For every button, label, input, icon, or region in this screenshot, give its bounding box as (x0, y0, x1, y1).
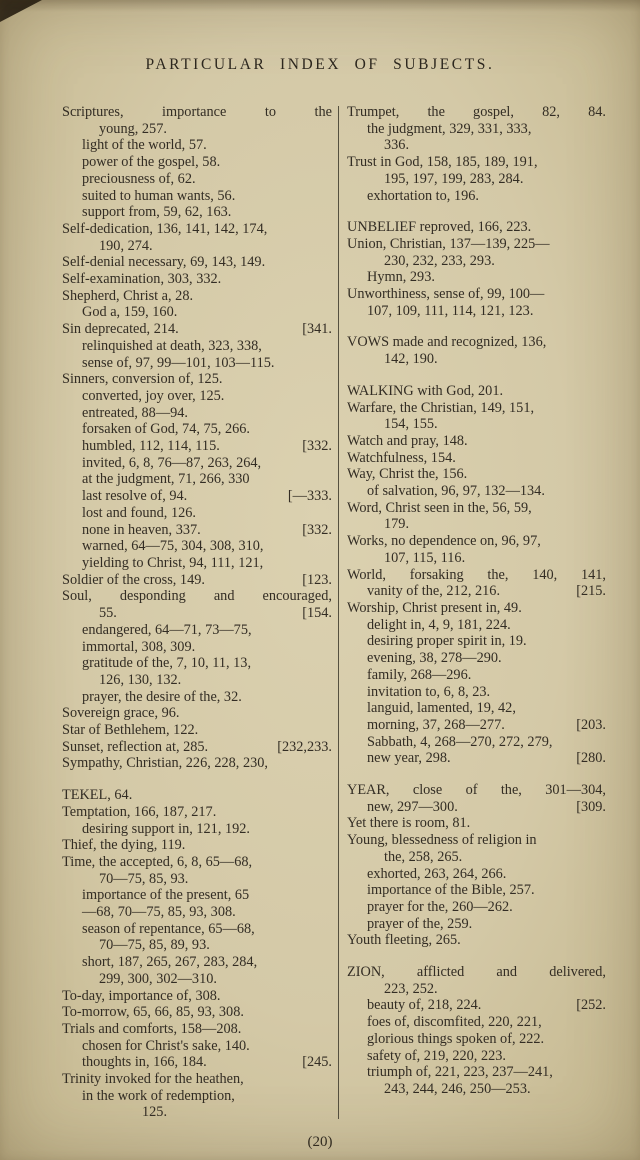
index-entry-line: preciousness of, 62. (82, 170, 196, 187)
index-entry-line: To-day, importance of, 308. (62, 987, 221, 1004)
index-entry-line: importance of the Bible, 257. (367, 882, 535, 899)
bracket-reference: [154. (302, 605, 332, 622)
column-gap (347, 368, 606, 383)
index-entry-line: 243, 244, 246, 250—253. (384, 1080, 531, 1097)
index-entry-line: Self-dedication, 136, 141, 142, 174, (62, 220, 268, 237)
index-entry-line: yielding to Christ, 94, 111, 121, (82, 554, 264, 571)
index-entry-line: immortal, 308, 309. (82, 638, 196, 655)
index-entry-line: in the work of redemption, (82, 1087, 235, 1104)
index-entry-line: prayer, the desire of the, 32. (82, 688, 242, 705)
index-entry-line (347, 583, 606, 600)
index-entry-line: Hymn, 293. (367, 269, 435, 286)
index-entry-line: Way, Christ the, 156. (347, 466, 468, 483)
index-entry-line: season of repentance, 65—68, (82, 920, 255, 937)
index-entry-line: exhortation to, 196. (367, 187, 479, 204)
index-entry-line: lost and found, 126. (82, 504, 196, 521)
index-entry-line: evening, 38, 278—290. (367, 650, 502, 667)
index-entry-line: short, 187, 265, 267, 283, 284, (82, 954, 258, 971)
index-entry-line: Sympathy, Christian, 226, 228, 230, (62, 755, 268, 772)
column-gap (347, 949, 606, 964)
entry-text: none in heaven, 337. (82, 521, 201, 538)
bracket-reference: [280. (576, 750, 606, 767)
index-entry-line: Works, no dependence on, 96, 97, (347, 533, 541, 550)
index-entry-line: the, 258, 265. (384, 848, 463, 865)
index-entry-line: VOWS made and recognized, 136, (347, 334, 547, 351)
index-entry-line: 223, 252. (384, 980, 438, 997)
index-entry-line: Watchfulness, 154. (347, 449, 456, 466)
index-entry-line: Sovereign grace, 96. (62, 705, 180, 722)
index-entry-line: Star of Bethlehem, 122. (62, 722, 199, 739)
index-entry-line: Worship, Christ present in, 49. (347, 599, 522, 616)
index-entry-line: Youth fleeting, 265. (347, 932, 461, 949)
index-entry-line: Trust in God, 158, 185, 189, 191, (347, 154, 538, 171)
bracket-reference: [232,233. (277, 738, 332, 755)
index-entry-line: Scriptures, importance to the (62, 104, 332, 120)
bracket-reference: [332. (302, 438, 332, 455)
entry-text: Sin deprecated, 214. (62, 321, 179, 338)
page-top-shadow (0, 0, 640, 12)
page-number: (20) (307, 1134, 333, 1150)
index-entry-line: 70—75, 85, 93. (99, 870, 189, 887)
index-entry-line: Word, Christ seen in the, 56, 59, (347, 499, 532, 516)
index-entry-line: 125. (142, 1104, 168, 1121)
index-entry-line: relinquished at death, 323, 338, (82, 337, 262, 354)
index-entry-line: triumph of, 221, 223, 237—241, (367, 1064, 553, 1081)
index-entry-line: YEAR, close of the, 301—304, (347, 782, 606, 799)
index-entry-line: 70—75, 85, 89, 93. (99, 937, 210, 954)
index-entry-line: endangered, 64—71, 73—75, (82, 621, 252, 638)
bracket-reference: [123. (302, 571, 332, 588)
index-entry-line: 230, 232, 233, 293. (384, 252, 495, 269)
bracket-reference: [252. (576, 997, 606, 1014)
column-gap (347, 767, 606, 782)
index-entry-line: entreated, 88—94. (82, 404, 188, 421)
index-entry-line (62, 522, 332, 539)
index-entry-line: 126, 130, 132. (99, 671, 182, 688)
column-gap (347, 319, 606, 334)
index-entry-line: sense of, 97, 99—101, 103—115. (82, 354, 275, 371)
index-entry-line: family, 268—296. (367, 666, 472, 683)
index-entry-line: Trinity invoked for the heathen, (62, 1071, 244, 1088)
index-entry-line: safety of, 219, 220, 223. (367, 1047, 506, 1064)
index-entry-line: foes of, discomfited, 220, 221, (367, 1014, 542, 1031)
index-entry-line: warned, 64—75, 304, 308, 310, (82, 538, 264, 555)
index-entry-line: Shepherd, Christ a, 28. (62, 287, 194, 304)
index-entry-line (347, 750, 606, 767)
index-entry-line: Young, blessedness of religion in (347, 832, 537, 849)
bracket-reference: [215. (576, 583, 606, 600)
index-entry-line: Thief, the dying, 119. (62, 837, 186, 854)
index-column-right (347, 104, 606, 1121)
index-entry-line: forsaken of God, 74, 75, 266. (82, 421, 250, 438)
entry-text: last resolve of, 94. (82, 488, 188, 505)
index-entry-line: Trials and comforts, 158—208. (62, 1020, 242, 1037)
index-entry-line: 190, 274. (99, 237, 153, 254)
index-entry-line: Unworthiness, sense of, 99, 100— (347, 286, 545, 303)
index-entry-line (62, 572, 332, 589)
index-entry-line: —68, 70—75, 85, 93, 308. (82, 904, 236, 921)
index-entry-line: Union, Christian, 137—139, 225— (347, 235, 550, 252)
index-entry-line: of salvation, 96, 97, 132—134. (367, 483, 545, 500)
index-entry-line (62, 321, 332, 338)
index-entry-line: 154, 155. (384, 416, 438, 433)
index-entry-line: languid, lamented, 19, 42, (367, 700, 516, 717)
index-entry-line (347, 799, 606, 816)
entry-text: humbled, 112, 114, 115. (82, 438, 220, 455)
entry-text: beauty of, 218, 224. (367, 997, 482, 1014)
bracket-reference: [—333. (287, 488, 332, 505)
page-corner-smudge (0, 0, 42, 22)
index-entry-line (62, 1054, 332, 1071)
entry-text: Soldier of the cross, 149. (62, 571, 205, 588)
page-title: PARTICULAR INDEX OF SUBJECTS. (145, 56, 495, 73)
entry-text: vanity of the, 212, 216. (367, 583, 501, 600)
index-columns (62, 104, 606, 1121)
entry-text: new year, 298. (367, 750, 451, 767)
index-entry-line: Sabbath, 4, 268—270, 272, 279, (367, 733, 553, 750)
index-entry-line: delight in, 4, 9, 181, 224. (367, 616, 511, 633)
index-entry-line: desiring proper spirit in, 19. (367, 633, 527, 650)
index-entry-line (62, 739, 332, 756)
index-entry-line: TEKEL, 64. (62, 787, 133, 804)
entry-text: Sunset, reflection at, 285. (62, 738, 209, 755)
index-entry-line: Temptation, 166, 187, 217. (62, 803, 217, 820)
index-entry-line: desiring support in, 121, 192. (82, 820, 250, 837)
index-entry-line: Watch and pray, 148. (347, 432, 468, 449)
index-entry-line: Self-examination, 303, 332. (62, 271, 222, 288)
index-entry-line (62, 438, 332, 455)
index-entry-line: 179. (384, 516, 410, 533)
index-entry-line: at the judgment, 71, 266, 330 (82, 471, 250, 488)
index-entry-line: prayer of the, 259. (367, 915, 473, 932)
entry-text: 55. (99, 605, 117, 622)
index-entry-line: support from, 59, 62, 163. (82, 204, 232, 221)
index-entry-line: World, forsaking the, 140, 141, (347, 566, 606, 583)
index-entry-line: 299, 300, 302—310. (99, 970, 217, 987)
bracket-reference: [309. (576, 798, 606, 815)
index-entry-line: 142, 190. (384, 351, 438, 368)
index-entry-line: WALKING with God, 201. (347, 382, 504, 399)
index-entry-line: 107, 115, 116. (384, 549, 466, 566)
index-entry-line (62, 605, 332, 622)
index-entry-line: converted, joy over, 125. (82, 387, 225, 404)
index-entry-line: Self-denial necessary, 69, 143, 149. (62, 254, 266, 271)
index-entry-line: 107, 109, 111, 114, 121, 123. (367, 302, 534, 319)
index-entry-line: exhorted, 263, 264, 266. (367, 865, 507, 882)
bracket-reference: [245. (302, 1054, 332, 1071)
entry-text: thoughts in, 166, 184. (82, 1054, 207, 1071)
index-entry-line: chosen for Christ's sake, 140. (82, 1037, 250, 1054)
index-entry-line: Yet there is room, 81. (347, 815, 471, 832)
index-entry-line: Time, the accepted, 6, 8, 65—68, (62, 853, 253, 870)
index-entry-line (62, 488, 332, 505)
index-entry-line: gratitude of the, 7, 10, 11, 13, (82, 655, 252, 672)
index-entry-line: God a, 159, 160. (82, 304, 178, 321)
index-entry-line: young, 257. (99, 120, 167, 137)
column-gap (347, 204, 606, 219)
index-entry-line: Warfare, the Christian, 149, 151, (347, 399, 535, 416)
column-divider-rule (338, 106, 339, 1119)
index-entry-line (347, 997, 606, 1014)
index-entry-line: the judgment, 329, 331, 333, (367, 120, 532, 137)
index-entry-line: UNBELIEF reproved, 166, 223. (347, 219, 532, 236)
index-column-left (62, 104, 332, 1121)
bracket-reference: [203. (576, 716, 606, 733)
index-entry-line: ZION, afflicted and delivered, (347, 964, 606, 981)
index-entry-line: invitation to, 6, 8, 23. (367, 683, 491, 700)
index-entry-line: glorious things spoken of, 222. (367, 1030, 545, 1047)
bracket-reference: [332. (302, 521, 332, 538)
index-entry-line: prayer for the, 260—262. (367, 898, 513, 915)
index-entry-line: Sinners, conversion of, 125. (62, 371, 223, 388)
index-entry-line: Soul, desponding and encouraged, (62, 588, 332, 605)
index-entry-line: power of the gospel, 58. (82, 154, 221, 171)
index-entry-line: 195, 197, 199, 283, 284. (384, 170, 524, 187)
index-entry-line: light of the world, 57. (82, 137, 207, 154)
index-entry-line: Trumpet, the gospel, 82, 84. (347, 104, 606, 120)
column-gap (62, 772, 332, 787)
entry-text: new, 297—300. (367, 798, 458, 815)
index-entry-line: 336. (384, 137, 410, 154)
index-entry-line: To-morrow, 65, 66, 85, 93, 308. (62, 1004, 244, 1021)
index-entry-line: suited to human wants, 56. (82, 187, 236, 204)
index-entry-line: importance of the present, 65 (82, 887, 250, 904)
index-entry-line: invited, 6, 8, 76—87, 263, 264, (82, 454, 262, 471)
bracket-reference: [341. (302, 321, 332, 338)
index-entry-line (347, 717, 606, 734)
entry-text: morning, 37, 268—277. (367, 716, 505, 733)
